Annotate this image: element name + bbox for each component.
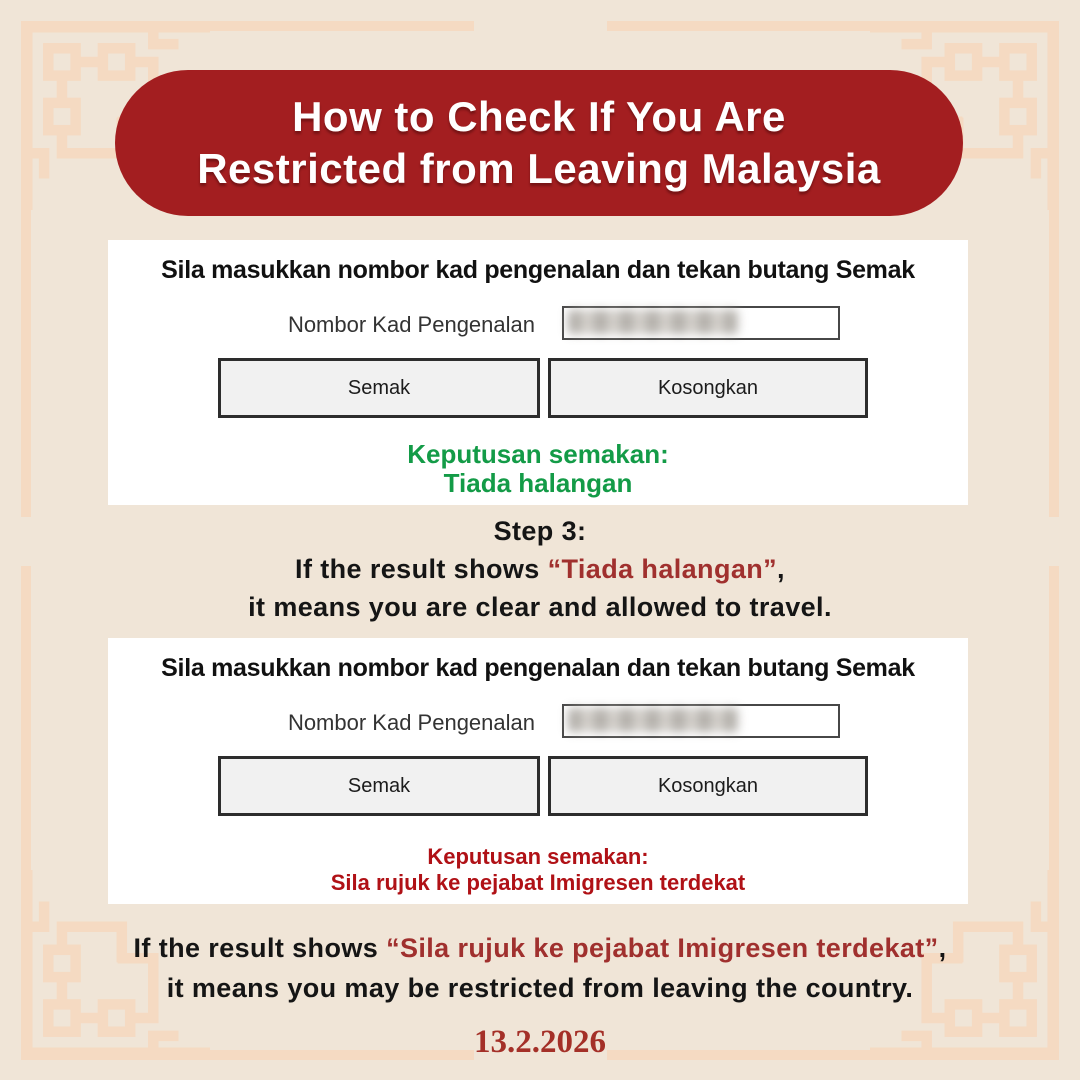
step-line-1-highlight: “Tiada halangan”	[547, 554, 778, 584]
step-line-1	[0, 550, 1080, 588]
kosongkan-button[interactable]: Kosongkan	[548, 358, 868, 418]
step-3-note	[0, 512, 1080, 626]
post-date: 13.2.2026	[474, 1024, 606, 1060]
ic-number-row	[108, 700, 968, 742]
form-buttons-row	[108, 358, 968, 418]
check-form-screenshot-clear	[108, 240, 968, 505]
step-line-1-suffix: ,	[777, 554, 785, 584]
semak-button[interactable]: Semak	[218, 358, 540, 418]
result-heading: Keputusan semakan:	[407, 439, 669, 469]
form-instruction: Sila masukkan nombor kad pengenalan dan tekan butang Semak	[161, 654, 915, 682]
ic-number-input[interactable]	[562, 306, 840, 340]
result-value: Sila rujuk ke pejabat Imigresen terdekat	[330, 870, 746, 895]
form-instruction: Sila masukkan nombor kad pengenalan dan tekan butang Semak	[161, 256, 915, 284]
restricted-line-1-highlight: “Sila rujuk ke pejabat Imigresen terdekat”	[386, 933, 939, 963]
title-line-1: How to Check If You Are	[292, 93, 786, 140]
kosongkan-button[interactable]: Kosongkan	[548, 756, 868, 816]
semak-button[interactable]: Semak	[218, 756, 540, 816]
ic-number-label: Nombor Kad Pengenalan	[287, 710, 535, 735]
form-buttons-row	[108, 756, 968, 816]
result-heading: Keputusan semakan:	[427, 844, 649, 869]
step-line-1-prefix: If the result shows	[295, 554, 548, 584]
restricted-line-1-suffix: ,	[938, 933, 947, 963]
result-value: Tiada halangan	[443, 468, 633, 498]
ic-number-redacted-value	[568, 708, 738, 732]
restricted-note	[0, 928, 1080, 1008]
ic-number-input[interactable]	[562, 704, 840, 738]
restricted-line-2: it means you may be restricted from leaving the country.	[166, 973, 914, 1003]
restricted-line-1	[0, 928, 1080, 968]
check-result-restricted	[108, 844, 968, 896]
title-line-2: Restricted from Leaving Malaysia	[197, 145, 881, 192]
ic-number-label: Nombor Kad Pengenalan	[287, 312, 535, 337]
step-line-2: it means you are clear and allowed to travel.	[248, 592, 832, 622]
ic-number-row	[108, 302, 968, 344]
title-banner	[115, 70, 963, 216]
step-title: Step 3:	[493, 516, 587, 546]
ic-number-redacted-value	[568, 310, 738, 334]
check-form-screenshot-restricted	[108, 638, 968, 904]
restricted-line-1-prefix: If the result shows	[133, 933, 387, 963]
check-result-clear	[108, 440, 968, 498]
